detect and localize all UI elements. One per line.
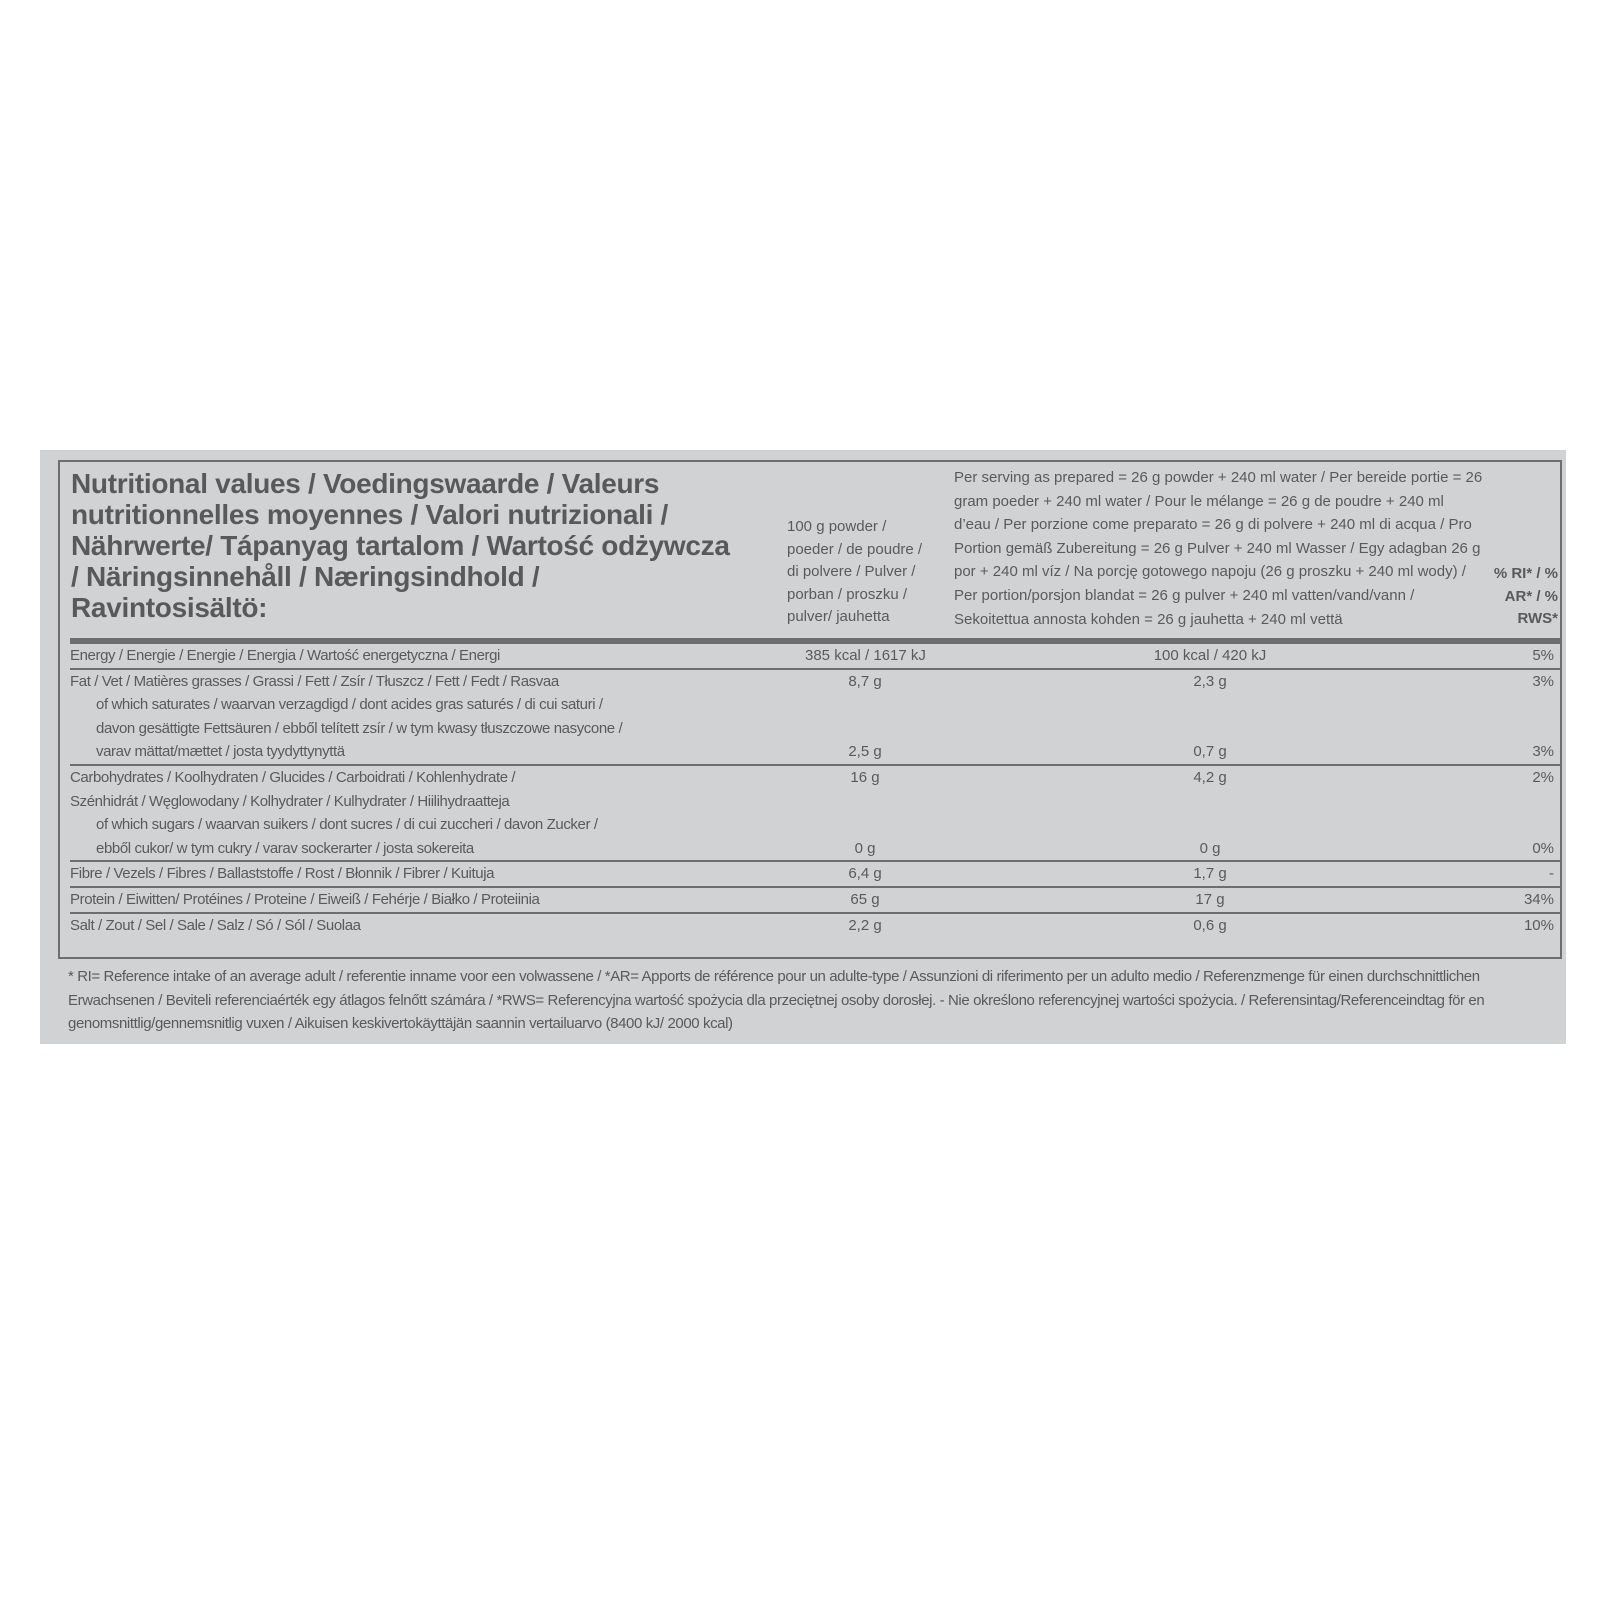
table-row-line <box>70 790 1560 814</box>
table-header <box>60 462 1560 638</box>
value-reference-intake-percent: 3% <box>1532 743 1554 761</box>
nutrient-label: Salt / Zout / Sel / Sale / Salz / Só / Sól / Suolaa <box>70 916 361 934</box>
table-row-line <box>70 888 1560 912</box>
nutrient-label: Carbohydrates / Koolhydraten / Glucides / Carboidrati / Kohlenhydrate / <box>70 768 516 786</box>
table-row-line <box>70 740 1560 764</box>
table-row-line <box>70 717 1560 741</box>
value-per-100g: 385 kcal / 1617 kJ <box>805 647 926 664</box>
value-per-100g: 6,4 g <box>848 865 882 883</box>
table-row <box>70 862 1560 888</box>
value-per-serving: 100 kcal / 420 kJ <box>1153 647 1267 664</box>
value-reference-intake-percent: - <box>1549 865 1554 883</box>
value-per-100g: 2,2 g <box>848 916 882 934</box>
column-header-reference-intake: % RI* / % AR* / % RWS* <box>1493 565 1558 627</box>
value-per-serving: 4,2 g <box>1193 768 1227 786</box>
value-reference-intake-percent: 0% <box>1532 839 1554 857</box>
column-header-per-serving: Per serving as prepared = 26 g powder + 240 ml water / Per bereide portie = 26 gram poeder + 240 ml water / Pour le mélange = 26 g de poudre + 240 ml d’eau / Per porzione come preparato = 26 g di polvere + 240 ml di acqua / Pro Portion gemäß Zubereitung = 26 g Pulver + 240 ml Wasser / Egy adagban 26 g por + 240 ml víz / Na porcję gotowego napoju (26 g proszku + 240 ml wody) / Per portion/porsjon blandat = 26 g pulver + 240 ml vatten/vand/vann / Sekoitettua annosta kohden = 26 g jauhetta + 240 ml vettä <box>954 469 1483 628</box>
nutrition-label-panel <box>40 450 1566 1044</box>
nutrient-label: varav mättat/mættet / josta tyydyttynyttä <box>96 743 345 761</box>
value-per-100g: 16 g <box>850 768 880 786</box>
value-per-100g: 8,7 g <box>848 672 882 690</box>
nutrient-label: of which sugars / waarvan suikers / dont sucres / di cui zuccheri / davon Zucker / <box>96 816 598 834</box>
value-reference-intake-percent: 3% <box>1532 672 1554 690</box>
table-row-line <box>70 766 1560 790</box>
nutrient-label: of which saturates / waarvan verzagdigd / dont acides gras saturés / di cui saturi / <box>96 696 603 714</box>
value-per-100g: 0 g <box>854 839 876 857</box>
nutrient-label: ebből cukor/ w tym cukry / varav sockerarter / josta sokereita <box>96 839 474 857</box>
value-reference-intake-percent: 2% <box>1532 768 1554 786</box>
value-per-100g: 65 g <box>850 890 880 908</box>
value-per-serving: 0,6 g <box>1193 916 1227 934</box>
table-row <box>70 914 1560 938</box>
nutrient-label: Energy / Energie / Energie / Energia / Wartość energetyczna / Energi <box>70 647 500 664</box>
table-row <box>70 670 1560 766</box>
value-reference-intake-percent: 10% <box>1523 916 1554 934</box>
nutrient-label: Protein / Eiwitten/ Protéines / Proteine / Eiweiß / Fehérje / Białko / Proteiinia <box>70 890 540 908</box>
value-per-serving: 1,7 g <box>1193 865 1227 883</box>
table-row-line <box>70 862 1560 886</box>
nutrition-table <box>58 460 1562 959</box>
table-title: Nutritional values / Voedingswaarde / Valeurs nutritionnelles moyennes / Valori nutrizionali / Nährwerte/ Tápanyag tartalom / Wartość odżywcza / Näringsinnehåll / Næringsindhold / Ravintosisältö: <box>71 468 730 623</box>
column-header-per-100g: 100 g powder / poeder / de poudre / di polvere / Pulver / porban / proszku / pulver/ jauhetta <box>787 518 923 625</box>
value-per-serving: 2,3 g <box>1193 672 1227 690</box>
nutrient-label: davon gesättigte Fettsäuren / ebből telített zsír / w tym kwasy tłuszczowe nasycone / <box>96 719 623 737</box>
value-per-serving: 0,7 g <box>1193 743 1227 761</box>
value-reference-intake-percent: 34% <box>1523 890 1554 908</box>
value-per-serving: 17 g <box>1195 890 1225 908</box>
nutrient-label: Szénhidrát / Węglowodany / Kolhydrater / Kulhydrater / Hiilihydraatteja <box>70 792 510 810</box>
value-reference-intake-percent: 5% <box>1532 647 1554 664</box>
nutrient-label: Fat / Vet / Matières grasses / Grassi / Fett / Zsír / Tłuszcz / Fett / Fedt / Rasvaa <box>70 672 559 690</box>
table-row <box>70 766 1560 862</box>
table-row <box>70 888 1560 914</box>
table-body <box>60 644 1560 937</box>
table-row-line <box>70 914 1560 938</box>
footnote: * RI= Reference intake of an average adult / referentie inname voor een volwassene / *AR= Apports de référence pour un adulte-type / Assunzioni di riferimento per un adulto medio / Referenzmenge für einen durchschnittlichen Erwachsenen / Beviteli referenciaérték egy átlagos felnőtt számára / *RWS= Referencyjna wartość spożycia dla przeciętnej osoby dorosłej. - Nie określono referencyjnej wartości spożycia. / Referensintag/Referenceindtag för en genomsnittlig/gennemsnitlig vuxen / Aikuisen keskivertokäyttäjän saannin vertailuarvo (8400 kJ/ 2000 kcal) <box>68 968 1485 1033</box>
table-row-line <box>70 837 1560 861</box>
table-row-line <box>70 644 1560 668</box>
table-row-line <box>70 693 1560 717</box>
table-row <box>70 644 1560 670</box>
table-row-line <box>70 813 1560 837</box>
value-per-serving: 0 g <box>1199 839 1221 857</box>
value-per-100g: 2,5 g <box>848 743 882 761</box>
nutrient-label: Fibre / Vezels / Fibres / Ballaststoffe / Rost / Błonnik / Fibrer / Kuituja <box>70 865 495 883</box>
table-row-line <box>70 670 1560 694</box>
